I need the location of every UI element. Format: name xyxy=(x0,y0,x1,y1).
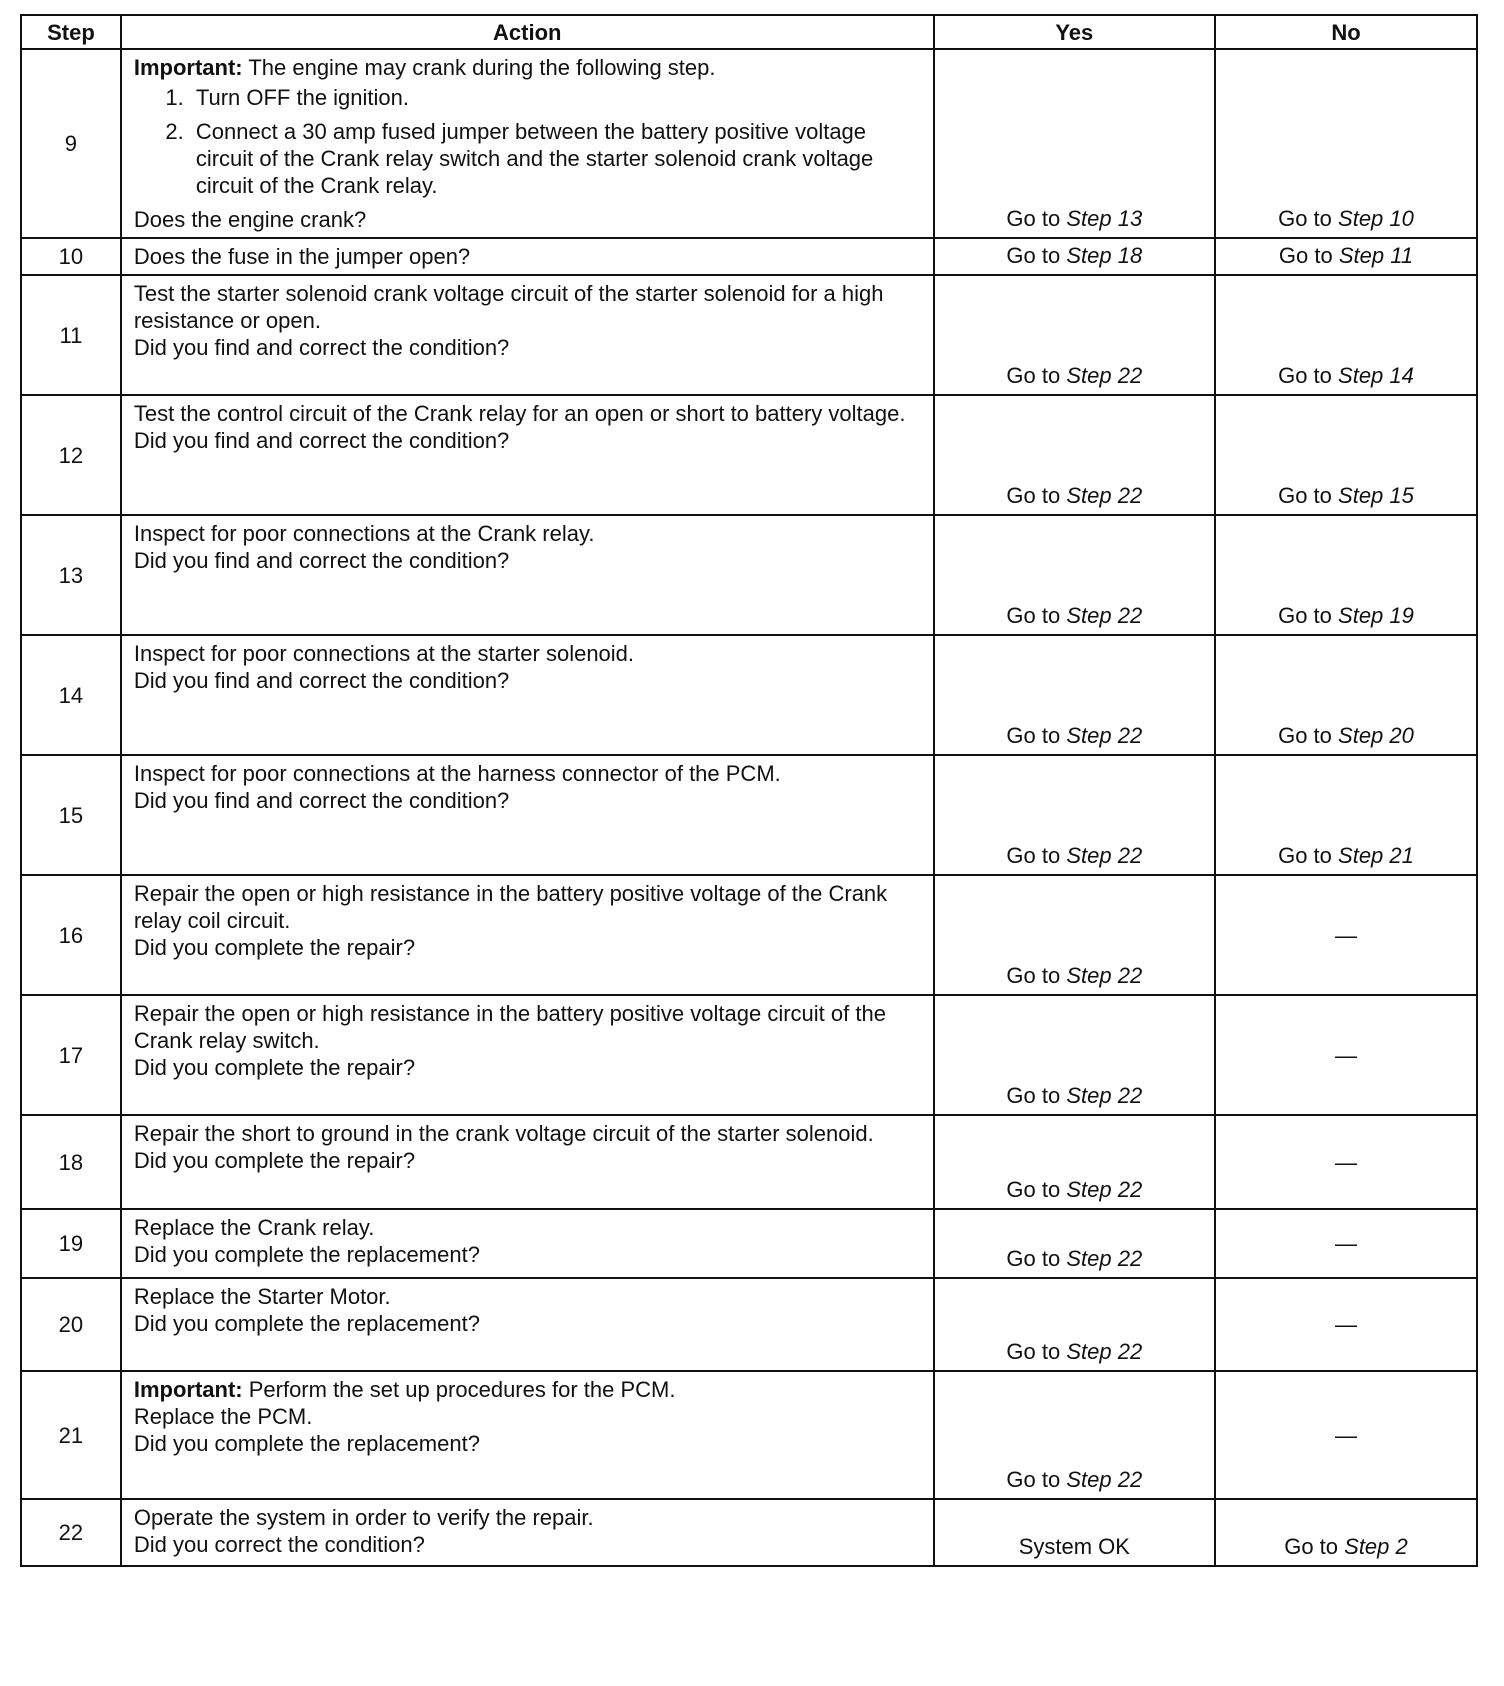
yes-cell xyxy=(934,995,1215,1115)
action-cell xyxy=(121,238,934,275)
yes-cell xyxy=(934,1115,1215,1209)
no-cell xyxy=(1215,1371,1477,1499)
goto-prefix: Go to xyxy=(1006,483,1061,508)
action-content xyxy=(122,396,933,458)
action-cell xyxy=(121,995,934,1115)
action-cell xyxy=(121,755,934,875)
step-number: 16 xyxy=(21,875,121,995)
goto-prefix: Go to xyxy=(1006,1083,1061,1108)
action-instructions xyxy=(134,640,923,667)
goto-prefix: Go to xyxy=(1006,363,1061,388)
goto-prefix: Go to xyxy=(1006,1246,1061,1271)
important-text: Perform the set up procedures for the PCM. xyxy=(242,1377,676,1402)
step-number: 22 xyxy=(21,1499,121,1566)
no-cell xyxy=(1215,515,1477,635)
yes-cell xyxy=(934,755,1215,875)
action-content xyxy=(122,1500,933,1562)
action-question: Did you complete the replacement? xyxy=(133,1311,480,1336)
important-note xyxy=(134,1376,923,1403)
action-question: Did you complete the repair? xyxy=(133,935,416,960)
action-text: Replace the PCM. xyxy=(133,1404,313,1429)
action-content xyxy=(122,1210,933,1272)
no-dash: — xyxy=(1334,1312,1357,1337)
header-yes: Yes xyxy=(934,15,1215,49)
no-cell xyxy=(1215,1278,1477,1371)
action-cell xyxy=(121,395,934,515)
action-text: Replace the Crank relay. xyxy=(133,1215,375,1240)
no-step-ref: Step 20 xyxy=(1338,723,1414,748)
action-cell xyxy=(121,1278,934,1371)
action-cell xyxy=(121,1209,934,1278)
goto-prefix: Go to xyxy=(1006,723,1061,748)
action-question: Did you complete the repair? xyxy=(133,1148,416,1173)
goto-prefix: Go to xyxy=(1278,723,1332,748)
action-text: Inspect for poor connections at the harness connector of the PCM. xyxy=(133,761,781,786)
substep-list xyxy=(134,84,923,199)
table-row xyxy=(21,1499,1477,1566)
action-question: Did you find and correct the condition? xyxy=(133,788,510,813)
table-row xyxy=(21,995,1477,1115)
important-label: Important: xyxy=(133,55,243,80)
goto-prefix: Go to xyxy=(1278,483,1332,508)
yes-cell xyxy=(934,875,1215,995)
action-cell xyxy=(121,49,934,238)
yes-cell xyxy=(934,49,1215,238)
action-text: Operate the system in order to verify the repair. xyxy=(133,1505,594,1530)
no-cell xyxy=(1215,635,1477,755)
action-question: Did you complete the replacement? xyxy=(133,1431,480,1456)
table-row xyxy=(21,1278,1477,1371)
action-instructions xyxy=(134,280,923,334)
action-cell xyxy=(121,875,934,995)
action-instructions xyxy=(134,1283,923,1310)
action-cell xyxy=(121,635,934,755)
goto-prefix: Go to xyxy=(1006,243,1061,268)
no-cell xyxy=(1215,275,1477,395)
action-question: Did you correct the condition? xyxy=(133,1532,425,1557)
no-cell xyxy=(1215,1115,1477,1209)
action-instructions xyxy=(134,760,923,787)
yes-cell xyxy=(934,1209,1215,1278)
no-cell xyxy=(1215,395,1477,515)
table-row xyxy=(21,1209,1477,1278)
no-step-ref: Step 19 xyxy=(1338,603,1414,628)
table-row xyxy=(21,395,1477,515)
goto-prefix: Go to xyxy=(1006,206,1061,231)
step-number: 17 xyxy=(21,995,121,1115)
yes-cell xyxy=(934,395,1215,515)
table-row xyxy=(21,49,1477,238)
step-number: 14 xyxy=(21,635,121,755)
yes-cell xyxy=(934,1371,1215,1499)
yes-step-ref: Step 22 xyxy=(1066,363,1143,388)
action-instructions xyxy=(134,400,923,427)
action-text: Test the control circuit of the Crank relay for an open or short to battery voltage. xyxy=(133,401,906,426)
yes-cell xyxy=(934,1499,1215,1566)
no-dash: — xyxy=(1334,1149,1357,1175)
no-step-ref: Step 15 xyxy=(1338,483,1414,508)
goto-prefix: Go to xyxy=(1006,963,1061,988)
action-text: Repair the short to ground in the crank voltage circuit of the starter solenoid. xyxy=(133,1121,874,1146)
no-step-ref: Step 14 xyxy=(1338,363,1414,388)
goto-prefix: Go to xyxy=(1278,843,1332,868)
step-number: 9 xyxy=(21,49,121,238)
no-dash: — xyxy=(1334,1422,1357,1448)
action-content xyxy=(122,239,933,274)
action-content xyxy=(122,996,933,1085)
action-text: Replace the Starter Motor. xyxy=(133,1284,391,1309)
action-instructions xyxy=(134,1120,923,1147)
substep-item: 2. Connect a 30 amp fused jumper between the battery positive voltage circuit of the Crank relay switch and the starter solenoid crank voltage circuit of the Crank relay. xyxy=(190,118,923,199)
yes-cell xyxy=(934,635,1215,755)
step-number: 19 xyxy=(21,1209,121,1278)
header-step: Step xyxy=(21,15,121,49)
action-content xyxy=(122,516,933,578)
header-row xyxy=(21,15,1477,49)
action-question: Did you find and correct the condition? xyxy=(133,428,510,453)
no-cell xyxy=(1215,49,1477,238)
action-cell xyxy=(121,1371,934,1499)
step-number: 13 xyxy=(21,515,121,635)
header-action: Action xyxy=(121,15,934,49)
yes-step-ref: Step 22 xyxy=(1066,1083,1143,1108)
no-cell xyxy=(1215,875,1477,995)
action-cell xyxy=(121,1115,934,1209)
no-cell xyxy=(1215,995,1477,1115)
action-cell xyxy=(121,515,934,635)
table-row xyxy=(21,1115,1477,1209)
action-instructions xyxy=(134,1376,923,1430)
step-number: 15 xyxy=(21,755,121,875)
step-number: 12 xyxy=(21,395,121,515)
step-number: 18 xyxy=(21,1115,121,1209)
table-row xyxy=(21,1371,1477,1499)
no-cell xyxy=(1215,755,1477,875)
yes-cell xyxy=(934,515,1215,635)
no-cell xyxy=(1215,238,1477,275)
yes-step-ref: Step 22 xyxy=(1066,963,1143,988)
action-instructions xyxy=(134,1504,923,1531)
goto-prefix: Go to xyxy=(1006,1467,1061,1492)
no-dash: — xyxy=(1334,1042,1357,1068)
goto-prefix: Go to xyxy=(1006,603,1061,628)
yes-cell xyxy=(934,1278,1215,1371)
step-number: 20 xyxy=(21,1278,121,1371)
goto-prefix: Go to xyxy=(1278,363,1332,388)
yes-step-ref: Step 22 xyxy=(1066,1467,1143,1492)
action-cell xyxy=(121,275,934,395)
goto-prefix: Go to xyxy=(1278,243,1333,268)
action-question: Does the fuse in the jumper open? xyxy=(133,244,471,269)
goto-prefix: Go to xyxy=(1006,843,1061,868)
action-cell xyxy=(121,1499,934,1566)
action-text: Inspect for poor connections at the starter solenoid. xyxy=(133,641,635,666)
substep-item: 1. Turn OFF the ignition. xyxy=(190,84,923,111)
yes-step-ref: Step 22 xyxy=(1066,483,1143,508)
yes-step-ref: Step 22 xyxy=(1066,1177,1143,1202)
action-instructions xyxy=(134,1214,923,1241)
action-content xyxy=(122,636,933,698)
table-body xyxy=(21,49,1477,1566)
table-header xyxy=(21,15,1477,49)
yes-step-ref: Step 18 xyxy=(1066,243,1143,268)
action-instructions xyxy=(134,1000,923,1054)
action-content xyxy=(122,50,933,237)
yes-step-ref: Step 22 xyxy=(1066,723,1143,748)
yes-step-ref: Step 22 xyxy=(1066,1246,1143,1271)
goto-prefix: Go to xyxy=(1284,1534,1339,1559)
diagnostic-table xyxy=(20,14,1478,1567)
yes-step-ref: Step 22 xyxy=(1066,1339,1143,1364)
no-step-ref: Step 11 xyxy=(1338,243,1414,268)
no-cell xyxy=(1215,1499,1477,1566)
goto-prefix: Go to xyxy=(1278,206,1332,231)
goto-prefix: Go to xyxy=(1006,1177,1061,1202)
action-instructions xyxy=(134,520,923,547)
action-question: Does the engine crank? xyxy=(133,207,367,232)
action-question: Did you complete the replacement? xyxy=(133,1242,480,1267)
action-question: Did you complete the repair? xyxy=(133,1055,416,1080)
action-content xyxy=(122,756,933,818)
action-text: Repair the open or high resistance in the battery positive voltage circuit of the Crank relay switch. xyxy=(133,1001,886,1053)
action-text: Test the starter solenoid crank voltage circuit of the starter solenoid for a high resistance or open. xyxy=(133,281,884,333)
no-cell xyxy=(1215,1209,1477,1278)
no-dash: — xyxy=(1334,1231,1357,1256)
step-number: 11 xyxy=(21,275,121,395)
table-row xyxy=(21,875,1477,995)
action-question: Did you find and correct the condition? xyxy=(133,668,510,693)
header-no: No xyxy=(1215,15,1477,49)
yes-step-ref: Step 22 xyxy=(1066,603,1143,628)
action-content xyxy=(122,276,933,365)
step-number: 10 xyxy=(21,238,121,275)
action-text: Inspect for poor connections at the Crank relay. xyxy=(133,521,595,546)
action-text: Repair the open or high resistance in the battery positive voltage of the Crank relay coil circuit. xyxy=(133,881,888,933)
yes-result-text: System OK xyxy=(1018,1534,1130,1559)
step-number: 21 xyxy=(21,1371,121,1499)
table-row xyxy=(21,635,1477,755)
important-note xyxy=(134,54,923,81)
no-dash: — xyxy=(1334,922,1357,948)
no-step-ref: Step 10 xyxy=(1338,206,1414,231)
goto-prefix: Go to xyxy=(1278,603,1332,628)
yes-cell xyxy=(934,238,1215,275)
no-step-ref: Step 2 xyxy=(1344,1534,1408,1559)
action-question: Did you find and correct the condition? xyxy=(133,335,510,360)
important-text: The engine may crank during the following step. xyxy=(242,55,716,80)
no-step-ref: Step 21 xyxy=(1338,843,1414,868)
table-row xyxy=(21,755,1477,875)
table-row xyxy=(21,238,1477,275)
goto-prefix: Go to xyxy=(1006,1339,1061,1364)
action-content xyxy=(122,1279,933,1341)
action-instructions xyxy=(134,54,923,206)
yes-step-ref: Step 13 xyxy=(1066,206,1143,231)
action-content xyxy=(122,876,933,965)
action-instructions xyxy=(134,880,923,934)
action-content xyxy=(122,1372,933,1461)
action-question: Did you find and correct the condition? xyxy=(133,548,510,573)
yes-step-ref: Step 22 xyxy=(1066,843,1143,868)
yes-cell xyxy=(934,275,1215,395)
table-row xyxy=(21,515,1477,635)
important-label: Important: xyxy=(133,1377,243,1402)
table-row xyxy=(21,275,1477,395)
action-content xyxy=(122,1116,933,1178)
